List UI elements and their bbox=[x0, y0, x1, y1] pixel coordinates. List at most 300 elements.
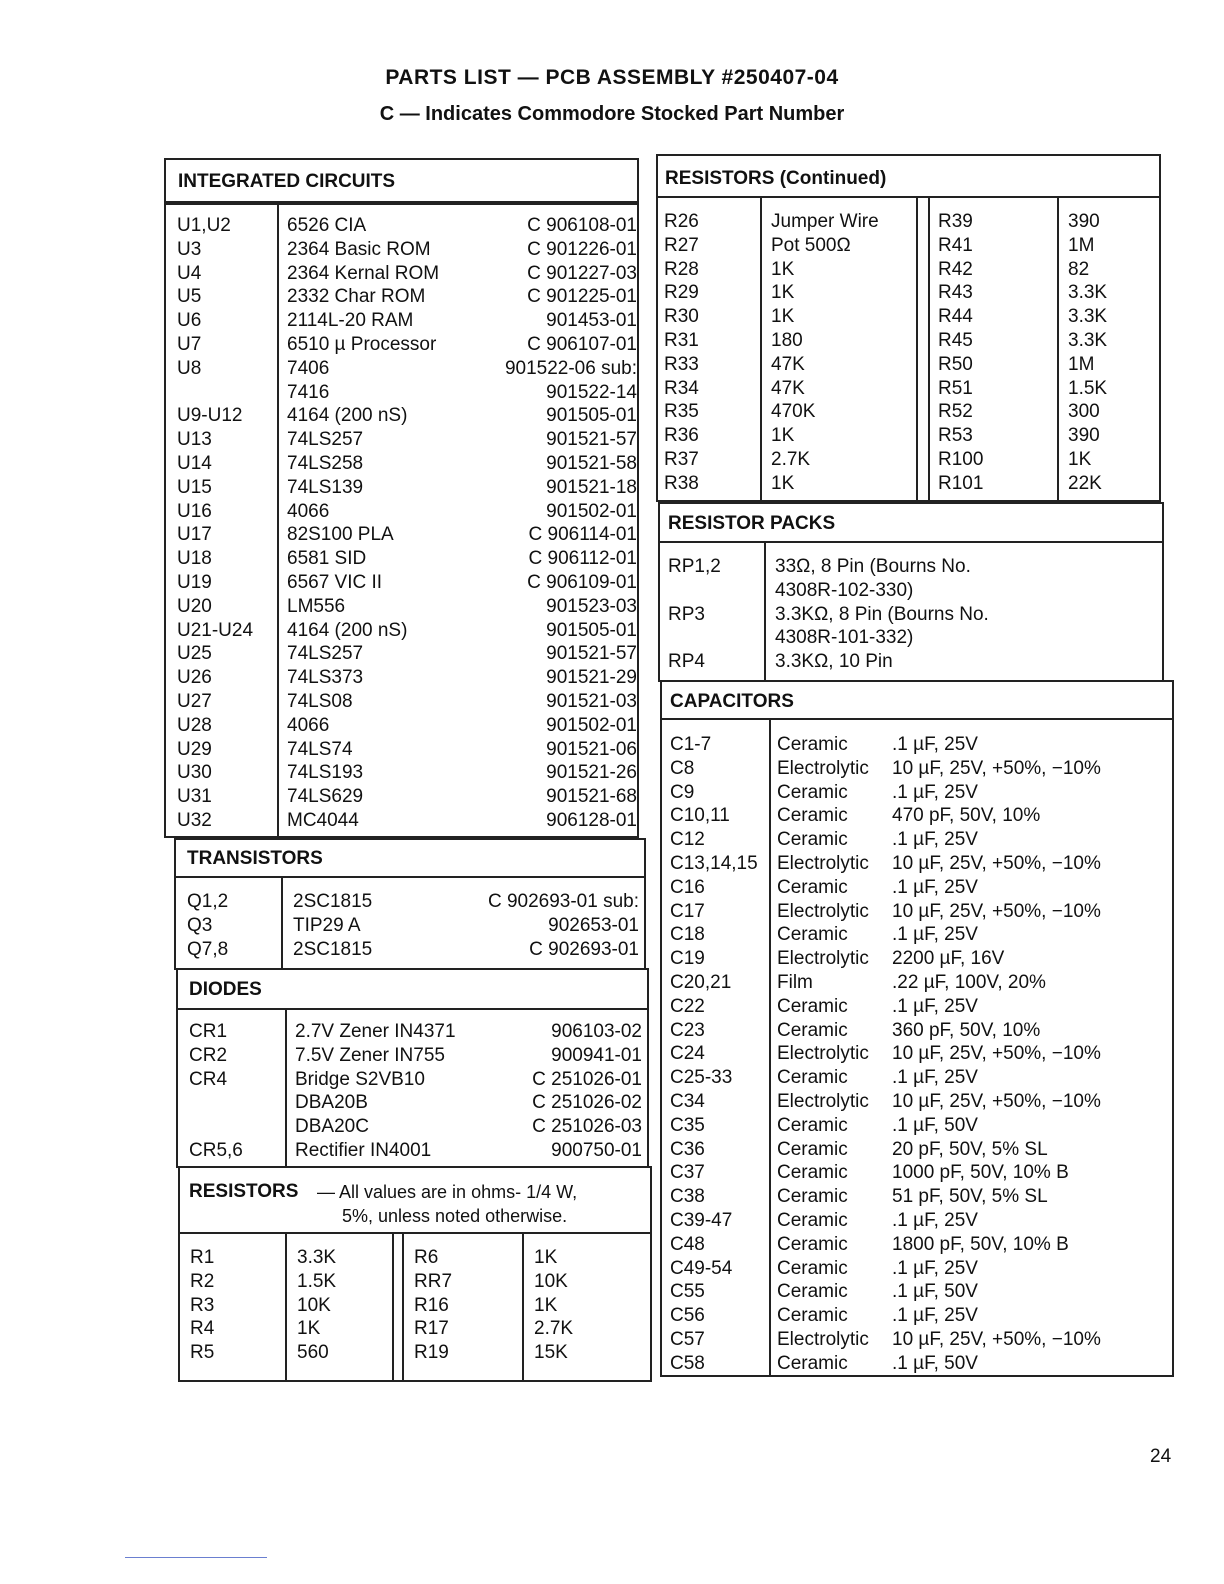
capacitor-row-type: Ceramic bbox=[777, 1209, 848, 1231]
resistors-continued-rows bbox=[664, 210, 1154, 496]
capacitor-row-spec: 360 pF, 50V, 10% bbox=[892, 1019, 1041, 1041]
resistor-continued-row-ref: R28 bbox=[664, 258, 699, 280]
capacitor-row-type: Ceramic bbox=[777, 734, 848, 755]
ic-row-part: C 906107-01 bbox=[527, 333, 637, 355]
resistor-continued-row-ref2: R100 bbox=[938, 448, 984, 470]
ic-row-ref: U9-U12 bbox=[177, 405, 243, 427]
capacitor-row-spec: .1 µF, 25V bbox=[892, 876, 978, 898]
capacitor-row bbox=[670, 852, 1170, 876]
ic-row bbox=[177, 500, 637, 524]
diodes-heading: DIODES bbox=[189, 979, 262, 1000]
resistor-pack-row-desc: 4308R-101-332) bbox=[775, 627, 914, 649]
capacitor-row-spec: 10 µF, 25V, +50%, −10% bbox=[892, 1043, 1101, 1065]
transistor-row-part: C 902693-01 bbox=[529, 938, 639, 960]
resistor-row-value2: 2.7K bbox=[534, 1318, 574, 1340]
resistor-continued-row-ref2: R39 bbox=[938, 211, 973, 232]
ic-row-ref: U7 bbox=[177, 333, 202, 355]
capacitor-row-ref: C56 bbox=[670, 1305, 705, 1327]
resistor-continued-row bbox=[664, 424, 1154, 448]
diode-row-desc: DBA20B bbox=[295, 1092, 368, 1114]
capacitor-row-spec: .1 µF, 25V bbox=[892, 781, 978, 803]
diode-row bbox=[189, 1020, 642, 1044]
resistor-continued-row-value2: 22K bbox=[1068, 472, 1102, 494]
transistors-heading: TRANSISTORS bbox=[187, 848, 323, 869]
capacitor-row-spec: 10 µF, 25V, +50%, −10% bbox=[892, 900, 1101, 922]
resistor-continued-row-value: 470K bbox=[771, 401, 816, 423]
capacitor-row-spec: 10 µF, 25V, +50%, −10% bbox=[892, 852, 1101, 874]
ic-row bbox=[177, 523, 637, 547]
capacitor-row-ref: C12 bbox=[670, 829, 705, 851]
capacitor-row-ref: C17 bbox=[670, 900, 705, 922]
ic-row-part: 906128-01 bbox=[546, 809, 637, 831]
diode-row bbox=[189, 1091, 642, 1115]
ic-row bbox=[177, 428, 637, 452]
capacitor-row-ref: C55 bbox=[670, 1281, 705, 1303]
ic-row-part: 901521-58 bbox=[546, 452, 637, 474]
resistor-continued-row-ref: R31 bbox=[664, 329, 699, 351]
diode-row-desc: Rectifier IN4001 bbox=[295, 1139, 432, 1161]
ic-row-part: C 906114-01 bbox=[528, 524, 637, 546]
resistor-continued-row-value: 47K bbox=[771, 353, 805, 375]
capacitor-row-ref: C57 bbox=[670, 1328, 705, 1350]
ic-row bbox=[177, 357, 637, 381]
capacitor-row-spec: .1 µF, 25V bbox=[892, 995, 978, 1017]
capacitor-row-spec: 1000 pF, 50V, 10% B bbox=[892, 1162, 1069, 1184]
capacitor-row bbox=[670, 1042, 1170, 1066]
capacitor-row-type: Film bbox=[777, 971, 813, 993]
ic-row bbox=[177, 238, 637, 262]
resistors-note-line2: 5%, unless noted otherwise. bbox=[342, 1206, 568, 1226]
resistor-continued-row-ref: R35 bbox=[664, 401, 699, 423]
capacitor-row-type: Ceramic bbox=[777, 876, 848, 898]
ic-row-part: 901521-26 bbox=[546, 762, 637, 784]
ic-row-desc: 74LS08 bbox=[287, 690, 353, 712]
resistor-continued-row-ref: R26 bbox=[664, 211, 699, 232]
diode-row-ref: CR4 bbox=[189, 1068, 228, 1090]
capacitor-row-spec: 20 pF, 50V, 5% SL bbox=[892, 1138, 1048, 1160]
transistor-row-part: C 902693-01 sub: bbox=[487, 891, 639, 912]
capacitor-row-type: Ceramic bbox=[777, 781, 848, 803]
ic-row-desc: 74LS373 bbox=[287, 667, 364, 689]
capacitor-row-type: Ceramic bbox=[777, 1305, 848, 1327]
ic-row bbox=[177, 738, 637, 762]
resistor-continued-row bbox=[664, 377, 1154, 401]
resistor-continued-row-ref: R34 bbox=[664, 377, 699, 399]
capacitor-row-type: Ceramic bbox=[777, 1281, 848, 1303]
resistor-continued-row-value2: 3.3K bbox=[1068, 329, 1108, 351]
resistor-continued-row-value2: 300 bbox=[1068, 401, 1100, 423]
capacitor-row-type: Ceramic bbox=[777, 1019, 848, 1041]
transistor-row-desc: 2SC1815 bbox=[293, 938, 373, 960]
capacitor-row-spec: .1 µF, 25V bbox=[892, 1305, 978, 1327]
transistor-row bbox=[187, 914, 639, 938]
capacitor-row-ref: C39-47 bbox=[670, 1209, 733, 1231]
capacitor-row-spec: .1 µF, 25V bbox=[892, 829, 978, 851]
ic-row bbox=[177, 333, 637, 357]
capacitor-row bbox=[670, 1019, 1170, 1043]
capacitor-row-type: Electrolytic bbox=[777, 1043, 869, 1065]
ic-heading: INTEGRATED CIRCUITS bbox=[178, 171, 396, 192]
resistor-continued-row-ref: R33 bbox=[664, 353, 699, 375]
resistor-continued-row-value: 1K bbox=[771, 425, 795, 447]
ic-row-part: 901521-29 bbox=[546, 667, 637, 689]
ic-row-part: C 901227-03 bbox=[527, 262, 637, 284]
resistor-row-value: 560 bbox=[297, 1342, 329, 1364]
capacitor-row bbox=[670, 971, 1170, 995]
ic-row bbox=[177, 571, 637, 595]
capacitor-row bbox=[670, 900, 1170, 924]
ic-row-ref: U28 bbox=[177, 714, 212, 736]
capacitor-row-spec: 2200 µF, 16V bbox=[892, 948, 1005, 970]
capacitors-rows bbox=[670, 733, 1170, 1376]
capacitor-row bbox=[670, 1233, 1170, 1257]
ic-row-desc: LM556 bbox=[287, 595, 346, 617]
ic-row-ref: U29 bbox=[177, 738, 212, 760]
capacitor-row bbox=[670, 1161, 1170, 1185]
ic-row-ref: U21-U24 bbox=[177, 619, 254, 641]
capacitor-row-ref: C16 bbox=[670, 876, 705, 898]
capacitor-row-spec: .1 µF, 25V bbox=[892, 1209, 978, 1231]
ic-row-desc: 2332 Char ROM bbox=[287, 286, 426, 308]
ic-row-ref: U32 bbox=[177, 809, 212, 831]
ic-row-part: 901502-01 bbox=[546, 714, 637, 736]
resistors-heading: RESISTORS bbox=[189, 1181, 299, 1202]
capacitor-row-type: Electrolytic bbox=[777, 948, 869, 970]
capacitor-row-type: Ceramic bbox=[777, 1138, 848, 1160]
resistor-continued-row bbox=[664, 258, 1154, 282]
ic-row-ref: U13 bbox=[177, 429, 212, 451]
capacitor-row bbox=[670, 757, 1170, 781]
capacitor-row bbox=[670, 1090, 1170, 1114]
ic-row-part: 901521-57 bbox=[546, 643, 637, 665]
ic-row-part: C 906112-01 bbox=[528, 548, 637, 570]
ic-row-part: C 906109-01 bbox=[527, 571, 637, 593]
capacitor-row-type: Electrolytic bbox=[777, 1328, 869, 1350]
resistor-packs-header-divider bbox=[658, 541, 1164, 543]
capacitor-row bbox=[670, 1138, 1170, 1162]
ic-row-desc: 4164 (200 nS) bbox=[287, 405, 408, 427]
ic-row-part: 901521-68 bbox=[546, 786, 637, 808]
resistor-continued-row-ref: R37 bbox=[664, 448, 699, 470]
diode-row-ref: CR1 bbox=[189, 1021, 228, 1042]
diode-row-part: 906103-02 bbox=[551, 1021, 642, 1042]
diode-row bbox=[189, 1115, 642, 1139]
ic-row-ref: U5 bbox=[177, 286, 202, 308]
diode-row bbox=[189, 1044, 642, 1068]
resistor-pack-row-desc: 33Ω, 8 Pin (Bourns No. bbox=[775, 556, 971, 577]
ic-row bbox=[177, 404, 637, 428]
resistor-continued-row-value: 1K bbox=[771, 472, 795, 494]
ic-row-ref: U27 bbox=[177, 690, 212, 712]
capacitor-row-ref: C34 bbox=[670, 1090, 705, 1112]
capacitors-header-divider bbox=[660, 718, 1174, 720]
capacitor-row-spec: .1 µF, 50V bbox=[892, 1114, 978, 1136]
capacitor-row-spec: 10 µF, 25V, +50%, −10% bbox=[892, 1328, 1101, 1350]
resistor-continued-row-value2: 1K bbox=[1068, 448, 1092, 470]
resistor-row-ref: R4 bbox=[190, 1318, 215, 1340]
resistor-continued-row-value: Pot 500Ω bbox=[771, 234, 851, 256]
ic-row-desc: 6526 CIA bbox=[287, 215, 367, 236]
ic-row-ref: U14 bbox=[177, 452, 212, 474]
ic-row bbox=[177, 595, 637, 619]
ic-row-desc: 74LS139 bbox=[287, 476, 364, 498]
resistors-note-line1: — All values are in ohms- 1/4 W, bbox=[317, 1182, 578, 1202]
capacitor-row-type: Electrolytic bbox=[777, 852, 869, 874]
ic-row bbox=[177, 761, 637, 785]
resistor-row-ref: R1 bbox=[190, 1247, 215, 1268]
capacitor-row-ref: C20,21 bbox=[670, 971, 732, 993]
ic-row-desc: 74LS629 bbox=[287, 786, 364, 808]
capacitor-row-type: Electrolytic bbox=[777, 900, 869, 922]
ic-row-ref: U4 bbox=[177, 262, 202, 284]
capacitor-row bbox=[670, 804, 1170, 828]
capacitor-row-ref: C23 bbox=[670, 1019, 705, 1041]
ic-row-desc: 6581 SID bbox=[287, 548, 367, 570]
resistor-continued-row bbox=[664, 234, 1154, 258]
capacitor-row-type: Ceramic bbox=[777, 1067, 848, 1089]
ic-row-desc: 6510 µ Processor bbox=[287, 333, 437, 355]
ic-row-desc: 74LS257 bbox=[287, 429, 364, 451]
resistor-continued-row-value: 2.7K bbox=[771, 448, 811, 470]
capacitor-row-ref: C36 bbox=[670, 1138, 705, 1160]
resistor-continued-row-ref2: R43 bbox=[938, 282, 973, 304]
resistor-continued-row-value: 1K bbox=[771, 258, 795, 280]
resistor-row bbox=[190, 1270, 640, 1294]
ic-row-part: C 901226-01 bbox=[527, 238, 637, 260]
capacitor-row-spec: .1 µF, 50V bbox=[892, 1281, 978, 1303]
ic-row-desc: 74LS258 bbox=[287, 452, 364, 474]
ic-row-part: 901505-01 bbox=[546, 619, 637, 641]
capacitor-row-ref: C9 bbox=[670, 781, 695, 803]
resistors-rows bbox=[190, 1246, 640, 1365]
capacitor-row bbox=[670, 947, 1170, 971]
ic-row-desc: 2114L-20 RAM bbox=[287, 310, 414, 332]
capacitor-row bbox=[670, 923, 1170, 947]
capacitor-row-ref: C37 bbox=[670, 1162, 705, 1184]
ic-row-ref: U25 bbox=[177, 643, 212, 665]
capacitor-row-ref: C22 bbox=[670, 995, 705, 1017]
resistor-row-ref2: R19 bbox=[414, 1342, 449, 1364]
resistor-continued-row-value2: 3.3K bbox=[1068, 306, 1108, 328]
ic-row-part: 901521-18 bbox=[546, 476, 637, 498]
resistor-continued-row-ref2: R51 bbox=[938, 377, 973, 399]
resistor-pack-row bbox=[668, 579, 1158, 603]
page-number: 24 bbox=[1150, 1446, 1172, 1467]
resistor-continued-row bbox=[664, 329, 1154, 353]
capacitor-row bbox=[670, 1209, 1170, 1233]
ic-row-ref: U15 bbox=[177, 476, 212, 498]
page-title: PARTS LIST — PCB ASSEMBLY #250407-04 bbox=[385, 66, 839, 89]
capacitor-row-ref: C18 bbox=[670, 924, 705, 946]
diode-row-part: 900750-01 bbox=[551, 1139, 642, 1161]
resistor-continued-row-ref2: R53 bbox=[938, 425, 973, 447]
diode-row-part: C 251026-03 bbox=[532, 1116, 642, 1138]
transistors-header-divider bbox=[174, 876, 646, 878]
resistor-row-value2: 1K bbox=[534, 1294, 558, 1316]
resistor-row-ref: R5 bbox=[190, 1342, 215, 1364]
capacitor-row bbox=[670, 781, 1170, 805]
resistor-row-value2: 15K bbox=[534, 1342, 568, 1364]
capacitor-row-type: Ceramic bbox=[777, 924, 848, 946]
capacitor-row-type: Ceramic bbox=[777, 1114, 848, 1136]
resistor-continued-row-value2: 1M bbox=[1068, 353, 1095, 375]
capacitor-row-type: Ceramic bbox=[777, 995, 848, 1017]
ic-row-ref: U31 bbox=[177, 786, 212, 808]
resistor-continued-row bbox=[664, 400, 1154, 424]
resistor-row-value: 10K bbox=[297, 1294, 331, 1316]
resistor-continued-row-ref2: R52 bbox=[938, 401, 973, 423]
capacitor-row bbox=[670, 1328, 1170, 1352]
resistor-pack-row-ref: RP1,2 bbox=[668, 556, 721, 577]
capacitor-row-spec: 10 µF, 25V, +50%, −10% bbox=[892, 1090, 1101, 1112]
capacitor-row bbox=[670, 1114, 1170, 1138]
capacitor-row-type: Electrolytic bbox=[777, 1090, 869, 1112]
resistor-pack-row bbox=[668, 650, 1158, 674]
resistor-continued-row-value2: 390 bbox=[1068, 425, 1100, 447]
resistor-continued-row bbox=[664, 305, 1154, 329]
resistor-pack-row bbox=[668, 603, 1158, 627]
ic-row-desc: 7416 bbox=[287, 381, 330, 403]
resistor-continued-row-ref: R38 bbox=[664, 472, 699, 494]
resistor-continued-row-ref: R27 bbox=[664, 234, 699, 256]
resistor-row-ref: R2 bbox=[190, 1270, 215, 1292]
capacitor-row-ref: C19 bbox=[670, 948, 705, 970]
ic-row bbox=[177, 619, 637, 643]
resistor-continued-row bbox=[664, 448, 1154, 472]
capacitor-row-ref: C49-54 bbox=[670, 1257, 733, 1279]
ic-row-ref: U6 bbox=[177, 310, 202, 332]
capacitor-row-spec: .1 µF, 50V bbox=[892, 1352, 978, 1374]
capacitor-row bbox=[670, 995, 1170, 1019]
capacitor-row-type: Ceramic bbox=[777, 805, 848, 827]
resistor-pack-row-desc: 3.3KΩ, 10 Pin bbox=[775, 651, 893, 673]
ic-row-part: 901523-03 bbox=[546, 595, 637, 617]
resistor-continued-row-value: 1K bbox=[771, 306, 795, 328]
transistor-row-ref: Q7,8 bbox=[187, 938, 229, 960]
capacitor-row bbox=[670, 1352, 1170, 1376]
capacitor-row-type: Ceramic bbox=[777, 1186, 848, 1208]
diode-row bbox=[189, 1139, 642, 1163]
resistor-packs-heading: RESISTOR PACKS bbox=[668, 513, 836, 534]
diode-row-ref: CR2 bbox=[189, 1044, 228, 1066]
transistor-row-part: 902653-01 bbox=[548, 914, 639, 936]
ic-row-desc: 74LS74 bbox=[287, 738, 353, 760]
transistor-row-ref: Q3 bbox=[187, 914, 213, 936]
ic-row-desc: MC4044 bbox=[287, 809, 359, 831]
ic-rows bbox=[177, 214, 637, 833]
diode-row-part: C 251026-01 bbox=[532, 1068, 642, 1090]
transistor-row-desc: 2SC1815 bbox=[293, 891, 373, 912]
diode-row-part: 900941-01 bbox=[551, 1044, 642, 1066]
capacitor-row-spec: .1 µF, 25V bbox=[892, 924, 978, 946]
capacitors-heading: CAPACITORS bbox=[670, 691, 794, 712]
capacitor-row bbox=[670, 1257, 1170, 1281]
capacitor-row-ref: C8 bbox=[670, 757, 695, 779]
ic-row bbox=[177, 690, 637, 714]
ic-row bbox=[177, 214, 637, 238]
capacitor-row bbox=[670, 1280, 1170, 1304]
capacitor-row bbox=[670, 1304, 1170, 1328]
resistor-row bbox=[190, 1246, 640, 1270]
transistors-rows bbox=[187, 890, 639, 961]
ic-row-part: 901522-14 bbox=[546, 381, 637, 403]
resistor-row-ref2: R16 bbox=[414, 1294, 449, 1316]
capacitor-row-type: Ceramic bbox=[777, 1162, 848, 1184]
capacitor-row-ref: C35 bbox=[670, 1114, 705, 1136]
ic-row bbox=[177, 666, 637, 690]
resistors-header-divider bbox=[178, 1232, 652, 1234]
diode-row-ref: CR5,6 bbox=[189, 1139, 243, 1161]
ic-row-desc: 2364 Kernal ROM bbox=[287, 262, 440, 284]
resistor-pack-row bbox=[668, 626, 1158, 650]
capacitor-row bbox=[670, 1185, 1170, 1209]
ic-row-ref: U3 bbox=[177, 238, 202, 260]
ic-row-part: 901521-03 bbox=[546, 690, 637, 712]
resistor-row-ref2: RR7 bbox=[414, 1270, 453, 1292]
capacitor-row-ref: C10,11 bbox=[670, 805, 730, 827]
ic-row bbox=[177, 476, 637, 500]
ic-row bbox=[177, 381, 637, 405]
capacitor-row-type: Ceramic bbox=[777, 1257, 848, 1279]
diode-row-desc: DBA20C bbox=[295, 1116, 369, 1138]
capacitor-row bbox=[670, 733, 1170, 757]
resistor-row bbox=[190, 1317, 640, 1341]
capacitor-row-spec: 1800 pF, 50V, 10% B bbox=[892, 1233, 1069, 1255]
resistor-continued-row-value2: 1M bbox=[1068, 234, 1095, 256]
diode-row bbox=[189, 1068, 642, 1092]
ic-row-desc: 4066 bbox=[287, 500, 330, 522]
capacitor-row-ref: C13,14,15 bbox=[670, 852, 758, 874]
diode-row-part: C 251026-02 bbox=[532, 1092, 642, 1114]
diodes-rows bbox=[189, 1020, 642, 1163]
ic-row bbox=[177, 547, 637, 571]
resistor-pack-row-desc: 4308R-102-330) bbox=[775, 579, 914, 601]
ic-row-part: 901502-01 bbox=[546, 500, 637, 522]
ic-row-desc: 82S100 PLA bbox=[287, 524, 394, 546]
ic-row-ref: U17 bbox=[177, 524, 212, 546]
resistors-continued-header-divider bbox=[656, 196, 1161, 198]
ic-row-desc: 2364 Basic ROM bbox=[287, 238, 431, 260]
resistor-row-value: 3.3K bbox=[297, 1247, 337, 1268]
resistor-row-ref2: R6 bbox=[414, 1247, 439, 1268]
resistor-continued-row-value: 180 bbox=[771, 329, 803, 351]
ic-row bbox=[177, 309, 637, 333]
resistor-continued-row-value2: 3.3K bbox=[1068, 282, 1108, 304]
ic-row-desc: 74LS257 bbox=[287, 643, 364, 665]
resistor-pack-row-desc: 3.3KΩ, 8 Pin (Bourns No. bbox=[775, 603, 989, 625]
ic-row bbox=[177, 714, 637, 738]
transistor-row bbox=[187, 938, 639, 962]
ic-row bbox=[177, 642, 637, 666]
capacitor-row bbox=[670, 828, 1170, 852]
ic-row-ref: U16 bbox=[177, 500, 212, 522]
ic-row-ref: U18 bbox=[177, 548, 212, 570]
resistor-continued-row bbox=[664, 472, 1154, 496]
resistor-continued-row-ref: R30 bbox=[664, 306, 699, 328]
diodes-header-divider bbox=[176, 1008, 649, 1010]
resistor-pack-row-ref: RP4 bbox=[668, 651, 705, 673]
capacitor-row-spec: .22 µF, 100V, 20% bbox=[892, 971, 1046, 993]
ic-row-part: 901521-06 bbox=[546, 738, 637, 760]
ic-row-part: 901505-01 bbox=[546, 405, 637, 427]
resistor-continued-row-value: 47K bbox=[771, 377, 805, 399]
ic-row-ref: U20 bbox=[177, 595, 212, 617]
resistor-continued-row-value: 1K bbox=[771, 282, 795, 304]
diode-row-desc: 7.5V Zener IN755 bbox=[295, 1044, 445, 1066]
resistor-continued-row bbox=[664, 353, 1154, 377]
resistors-continued-heading: RESISTORS (Continued) bbox=[665, 168, 887, 189]
resistor-row-ref: R3 bbox=[190, 1294, 215, 1316]
